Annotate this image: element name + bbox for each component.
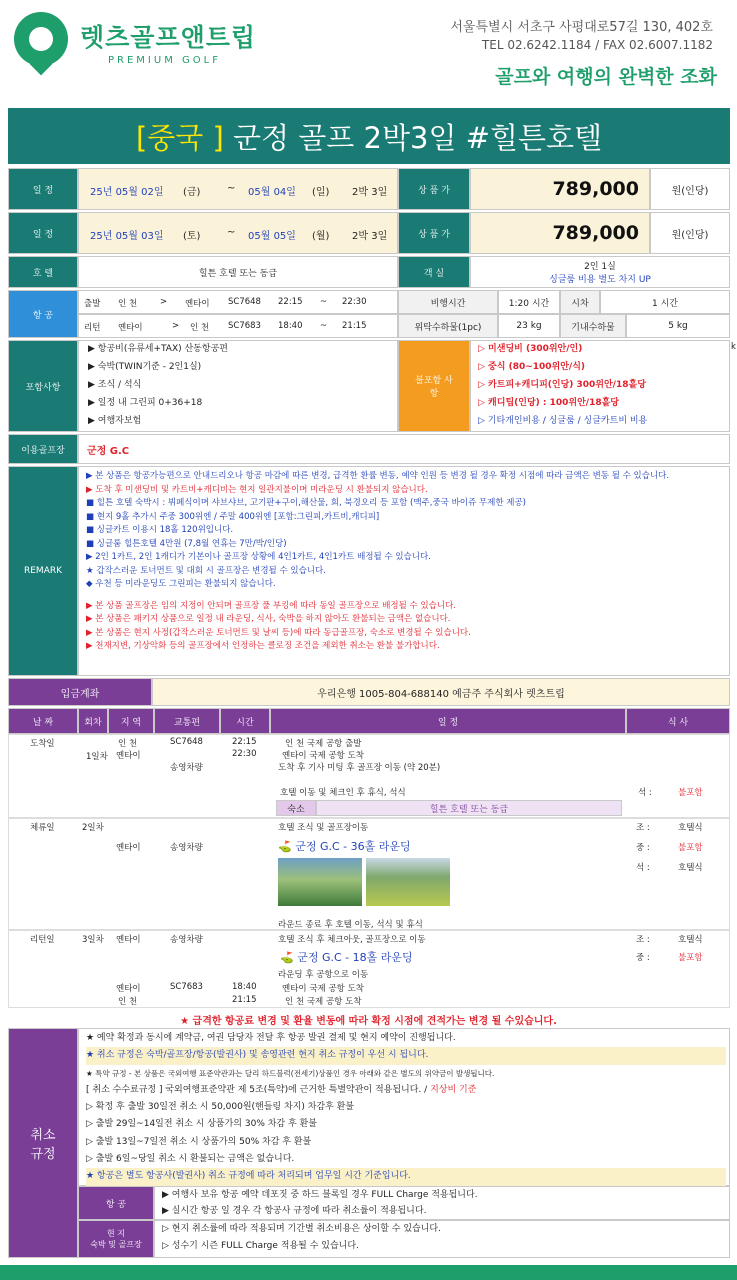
time: 21:15 bbox=[232, 995, 257, 1005]
single-room-note: 싱글룸 비용 별도 차지 UP bbox=[549, 275, 651, 285]
price-unit: 원(인당) bbox=[650, 212, 730, 254]
hotel-label: 호 텔 bbox=[8, 256, 78, 288]
local-label bbox=[78, 1220, 154, 1258]
flight-code: SC7683 bbox=[228, 321, 261, 331]
meal-value: 불포함 bbox=[678, 953, 703, 963]
air-line: ▶ 여행사 보유 항공 예약 데포짓 중 하드 블록일 경우 FULL Charge 적용됩니다. bbox=[162, 1190, 478, 1200]
flight-to: 옌타이 bbox=[185, 299, 210, 309]
account-label: 입금계좌 bbox=[8, 678, 152, 706]
excluded-item: ▷ 카트피+캐디피(인당) 300위안/18홀당 bbox=[478, 380, 646, 390]
day-number: 1일차 bbox=[86, 752, 108, 762]
end-date: 05월 05일 bbox=[248, 231, 296, 242]
region: 인 천 bbox=[118, 997, 138, 1007]
price-value: 789,000 bbox=[470, 168, 650, 210]
local-label-line1: 현 지 bbox=[107, 1229, 125, 1238]
nights: 2박 3일 bbox=[352, 187, 388, 198]
golf-flag-icon: ⛳ bbox=[280, 951, 294, 964]
day-date: 도착일 bbox=[30, 739, 55, 749]
local-label-line2: 숙박 및 골프장 bbox=[90, 1240, 142, 1249]
cancel-line: ▷ 확정 후 출발 30일전 취소 시 50,000원(핸들링 차지) 차감후 환불 bbox=[86, 1102, 355, 1113]
transport: 송영차량 bbox=[170, 935, 203, 945]
start-date: 25년 05월 03일 bbox=[90, 231, 164, 242]
excluded-label: 불포함 사 항 bbox=[398, 340, 470, 432]
golf-flag-icon: ⛳ bbox=[278, 840, 292, 853]
col-time: 시간 bbox=[220, 708, 270, 734]
meal-value: 호텔식 bbox=[678, 935, 703, 945]
price-label: 상 품 가 bbox=[398, 212, 470, 254]
excluded-item: ▷ 중식 (80~100위안/식) bbox=[478, 362, 586, 372]
transport: SC7683 bbox=[170, 982, 203, 992]
room-type: 2인 1실 bbox=[584, 262, 616, 272]
footer-bar bbox=[0, 1265, 737, 1280]
local-line: ▷ 현지 취소률에 따라 적용되며 기간별 취소비용은 상이할 수 있습니다. bbox=[162, 1224, 441, 1234]
meal-label: 석 : bbox=[636, 863, 650, 873]
flight-arr: 22:30 bbox=[342, 297, 367, 307]
carry-on: 5 kg bbox=[626, 314, 730, 338]
region: 옌타이 bbox=[116, 843, 141, 853]
meal-value: 호텔식 bbox=[678, 863, 703, 873]
stay-label: 숙소 bbox=[276, 800, 316, 816]
stray-mark: k bbox=[731, 342, 736, 352]
included-item: ▶ 항공비(유류세+TAX) 산동항공편 bbox=[88, 344, 228, 354]
cancel-list bbox=[86, 1030, 726, 1186]
remark-line: ■ 힐튼 호텔 숙박시 : 뷔페식이며 샤브샤브, 고기판+구이,해산물, 회, 북경오리 등 포함 (맥주,중국 바이쥬 무제한 제공) bbox=[86, 498, 526, 508]
room-value bbox=[470, 256, 730, 288]
meal-label: 중 : bbox=[636, 953, 650, 963]
address: 서울특별시 서초구 사평대로57길 130, 402호 bbox=[450, 20, 713, 35]
flight-arr: 21:15 bbox=[342, 321, 367, 331]
meal-value: 불포함 bbox=[678, 843, 703, 853]
time: 22:30 bbox=[232, 749, 257, 759]
price-label: 상 품 가 bbox=[398, 168, 470, 210]
col-transport: 교통편 bbox=[154, 708, 220, 734]
brand-name: 렛츠골프앤트립 bbox=[80, 23, 257, 52]
flight-type: 리턴 bbox=[84, 323, 101, 333]
cancel-line: ★ 특약 규정 - 본 상품은 국외여행 표준약관과는 달리 하드블럭(전세기)상품인 경우 아래와 같은 별도의 위약금이 발생됩니다. bbox=[86, 1068, 495, 1078]
room-label: 객 실 bbox=[398, 256, 470, 288]
carry-on-label: 기내수하물 bbox=[560, 314, 626, 338]
schedule-item: 도착 후 기사 미팅 후 골프장 이동 (약 20분) bbox=[278, 763, 441, 773]
flight-time-label: 비행시간 bbox=[398, 290, 498, 314]
tilde: ~ bbox=[320, 297, 328, 307]
day-date: 리턴일 bbox=[30, 935, 55, 945]
cancel-line: ▷ 출발 29일~14일전 취소 시 상품가의 30% 차감 후 환불 bbox=[86, 1119, 317, 1130]
page-title: [중국 ] 군정 골프 2박3일 #힐튼호텔 bbox=[135, 121, 603, 155]
round-line: ⛳ 군정 G.C - 36홀 라운딩 bbox=[278, 840, 411, 853]
remark-line: ▶ 2인 1카트, 2인 1캐디가 기본이나 골프장 상황에 4인1카트, 4인1카트 배정될 수 있습니다. bbox=[86, 552, 431, 562]
schedule-item: 호텔 조식 후 체크아웃, 골프장으로 이동 bbox=[278, 935, 426, 945]
golf-course-value: 군정 G.C bbox=[78, 434, 730, 464]
remark-label: REMARK bbox=[8, 466, 78, 676]
tilde: ~ bbox=[227, 227, 236, 238]
region: 인 천 bbox=[118, 739, 138, 749]
remark-line: ▶ 본 상품은 현지 사정(갑작스러운 토너먼트 및 날씨 등)에 따라 동급골프장, 숙소로 변경될 수 있습니다. bbox=[86, 627, 471, 638]
included-list bbox=[88, 340, 228, 430]
region: 옌타이 bbox=[116, 751, 141, 761]
golf-course-photo bbox=[366, 858, 450, 906]
remark-line: ◆ 우천 등 미라운딩도 그린피는 환불되지 않습니다. bbox=[86, 579, 276, 589]
remark-list bbox=[86, 470, 726, 654]
remark-line: ■ 싱글카트 이용시 18홀 120위입니다. bbox=[86, 525, 234, 535]
included-item: ▶ 조식 / 석식 bbox=[88, 380, 142, 390]
meal-label: 중 : bbox=[636, 843, 650, 853]
remark-line: ■ 현지 9홀 추가시 주중 300위엔 / 주말 400위엔 [포함:그린피,카트비,캐디피] bbox=[86, 511, 380, 522]
schedule-item: 인 천 국제 공항 도착 bbox=[285, 997, 362, 1007]
nights: 2박 3일 bbox=[352, 231, 388, 242]
included-item: ▶ 일정 내 그린피 0+36+18 bbox=[88, 398, 203, 408]
flight-dep: 18:40 bbox=[278, 321, 303, 331]
remark-line: ▶ 본 상품 골프장은 임의 지정이 안되며 골프장 풀 부킹에 따라 동일 골프장으로 배정될 수 있습니다. bbox=[86, 600, 456, 611]
cancel-line: ▷ 출발 6일~당일 취소 시 환불되는 금액은 없습니다. bbox=[86, 1154, 295, 1165]
air-line: ▶ 실시간 항공 일 경우 각 항공사 규정에 따라 취소률이 적용됩니다. bbox=[162, 1206, 427, 1216]
col-region: 지 역 bbox=[108, 708, 154, 734]
price-change-notice: ★ 급격한 항공료 변경 및 환율 변동에 따라 확정 시점에 견적가는 변경 될 수있습니다. bbox=[180, 1016, 557, 1027]
price-unit: 원(인당) bbox=[650, 168, 730, 210]
air-list bbox=[162, 1187, 478, 1219]
arrow: > bbox=[160, 297, 168, 307]
transport: 송영차량 bbox=[170, 763, 203, 773]
start-day: (금) bbox=[183, 187, 201, 198]
remark-line: ▶ 본 상품은 패키지 상품으로 일정 내 라운딩, 식사, 숙박을 하지 않아도 환불되는 금액은 없습니다. bbox=[86, 614, 451, 624]
end-date: 05월 04일 bbox=[248, 187, 296, 198]
time: 22:15 bbox=[232, 737, 257, 747]
air-label: 항 공 bbox=[78, 1186, 154, 1220]
golf-course-label: 이용골프장 bbox=[8, 434, 78, 464]
round-line: ⛳ 군정 G.C - 18홀 라운딩 bbox=[280, 951, 413, 964]
brand-subtitle: PREMIUM GOLF bbox=[108, 55, 221, 66]
tilde: ~ bbox=[320, 321, 328, 331]
schedule-item: 인 천 국제 공항 출발 bbox=[285, 739, 362, 749]
transport: 송영차량 bbox=[170, 843, 203, 853]
meal-value: 호텔식 bbox=[678, 823, 703, 833]
time: 18:40 bbox=[232, 982, 257, 992]
schedule-item: 라운딩 후 공항으로 이동 bbox=[278, 970, 369, 980]
flight-dep: 22:15 bbox=[278, 297, 303, 307]
stay-value: 힐튼 호텔 또는 동급 bbox=[316, 800, 622, 816]
arrow: > bbox=[172, 321, 180, 331]
cancel-line: ★ 예약 확정과 동시에 계약금, 여권 담당자 전달 후 항공 발권 결제 및 현지 예약이 진행됩니다. bbox=[86, 1033, 456, 1043]
col-meal: 식 사 bbox=[626, 708, 730, 734]
schedule-item: 라운드 종료 후 호텔 이동, 석식 및 휴식 bbox=[278, 920, 423, 930]
excluded-item: ▷ 기타개인비용 / 싱글룸 / 싱글카트비 비용 bbox=[478, 416, 648, 426]
meal-label: 조 : bbox=[636, 823, 650, 833]
local-list bbox=[162, 1221, 441, 1255]
day-date: 체류일 bbox=[30, 823, 55, 833]
remark-line: ▶ 본 상품은 항공가능편으로 안내드리오나 항공 마감에 따른 변경, 급격한 환률 변동, 예약 인원 등 변경 될 경우 확정 시점에 따라 금액은 변동 될 수 있습니다. bbox=[86, 471, 670, 481]
timezone-label: 시차 bbox=[560, 290, 600, 314]
ground-fee-note: 지상비 기준 bbox=[430, 1084, 477, 1095]
phone-fax: TEL 02.6242.1184 / FAX 02.6007.1182 bbox=[481, 38, 713, 52]
remark-line: ★ 갑작스러운 토너먼트 및 대회 시 골프장은 변경될 수 있습니다. bbox=[86, 565, 326, 576]
golf-course-photo bbox=[278, 858, 362, 906]
price-value: 789,000 bbox=[470, 212, 650, 254]
meal-label: 조 : bbox=[636, 935, 650, 945]
flight-label: 항 공 bbox=[8, 290, 78, 338]
col-schedule: 일 정 bbox=[270, 708, 626, 734]
schedule-item: 호텔 이동 및 체크인 후 휴식, 석식 bbox=[280, 788, 406, 798]
remark-line: ▶ 천재지변, 기상악화 등의 골프장에서 인정하는 클로징 조건을 제외한 취소는 환불 불가합니다. bbox=[86, 641, 440, 651]
schedule-item: 호텔 조식 및 골프장이동 bbox=[278, 823, 369, 833]
col-day: 회차 bbox=[78, 708, 108, 734]
flight-from: 옌타이 bbox=[118, 323, 143, 333]
region: 옌타이 bbox=[116, 935, 141, 945]
schedule-item: 옌타이 국제 공항 도착 bbox=[282, 984, 365, 994]
transport: SC7648 bbox=[170, 737, 203, 747]
meal-value: 불포함 bbox=[678, 788, 703, 798]
cancel-label: 취소 규정 bbox=[8, 1028, 78, 1258]
day-number: 2일차 bbox=[82, 823, 104, 833]
baggage-label: 위탁수하물(1pc) bbox=[398, 314, 498, 338]
flight-time: 1:20 시간 bbox=[498, 290, 560, 314]
cancel-line: [ 취소 수수료규정 ] 국외여행표준약관 제 5조(특약)에 근거한 특별약관이 적용됩니다. / 지상비 기준 bbox=[86, 1084, 477, 1095]
logo-golf-icon bbox=[14, 12, 68, 66]
end-day: (일) bbox=[312, 187, 330, 198]
flight-from: 인 천 bbox=[118, 299, 138, 309]
cancel-line: ▷ 출발 13일~7일전 취소 시 상품가의 50% 차감 후 환불 bbox=[86, 1136, 312, 1147]
cancel-line: ★ 항공은 별도 항공사(발권사) 취소 규정에 따라 처리되며 업무일 시간 기준입니다. bbox=[86, 1168, 726, 1185]
excluded-item: ▷ 캐디팁(인당) : 100위안/18홀당 bbox=[478, 398, 619, 408]
baggage: 23 kg bbox=[498, 314, 560, 338]
flight-to: 인 천 bbox=[190, 323, 210, 333]
flight-code: SC7648 bbox=[228, 297, 261, 307]
meal-label: 석 : bbox=[638, 788, 652, 798]
remark-line: ▶ 도착 후 미샌딩비 및 카트비+캐디비는 현지 일관지불이며 미라운딩 시 환불되지 않습니다. bbox=[86, 484, 428, 495]
col-date: 날 짜 bbox=[8, 708, 78, 734]
end-day: (월) bbox=[312, 231, 330, 242]
excluded-list bbox=[478, 340, 647, 430]
hotel-value: 힐튼 호텔 또는 동급 bbox=[78, 256, 398, 288]
start-date: 25년 05월 02일 bbox=[90, 187, 164, 198]
start-day: (토) bbox=[183, 231, 201, 242]
timezone: 1 시간 bbox=[600, 290, 730, 314]
included-label: 포함사항 bbox=[8, 340, 78, 432]
tilde: ~ bbox=[227, 183, 236, 194]
schedule-label: 일 정 bbox=[8, 212, 78, 254]
schedule-item: 옌타이 국제 공항 도착 bbox=[282, 751, 365, 761]
included-item: ▶ 숙박(TWIN기준 - 2인1실) bbox=[88, 362, 202, 372]
flight-type: 출발 bbox=[84, 299, 101, 309]
cancel-line: ★ 취소 규정은 숙박/골프장/항공(발권사) 및 송영관련 현지 취소 규정이 우선 시 됩니다. bbox=[86, 1047, 726, 1064]
schedule-label: 일 정 bbox=[8, 168, 78, 210]
slogan: 골프와 여행의 완벽한 조화 bbox=[495, 66, 717, 88]
local-line: ▷ 성수기 시즌 FULL Charge 적용될 수 있습니다. bbox=[162, 1241, 359, 1251]
day-number: 3일차 bbox=[82, 935, 104, 945]
included-item: ▶ 여행자보험 bbox=[88, 416, 142, 426]
remark-line: ■ 싱글룸 힐튼호텔 4만원 (7,8월 연휴는 7만/박/인당) bbox=[86, 538, 287, 549]
excluded-item: ▷ 미샌딩비 (300위안/인) bbox=[478, 344, 583, 354]
region: 옌타이 bbox=[116, 984, 141, 994]
account-value: 우리은행 1005-804-688140 예금주 주식회사 렛츠트립 bbox=[152, 678, 730, 706]
